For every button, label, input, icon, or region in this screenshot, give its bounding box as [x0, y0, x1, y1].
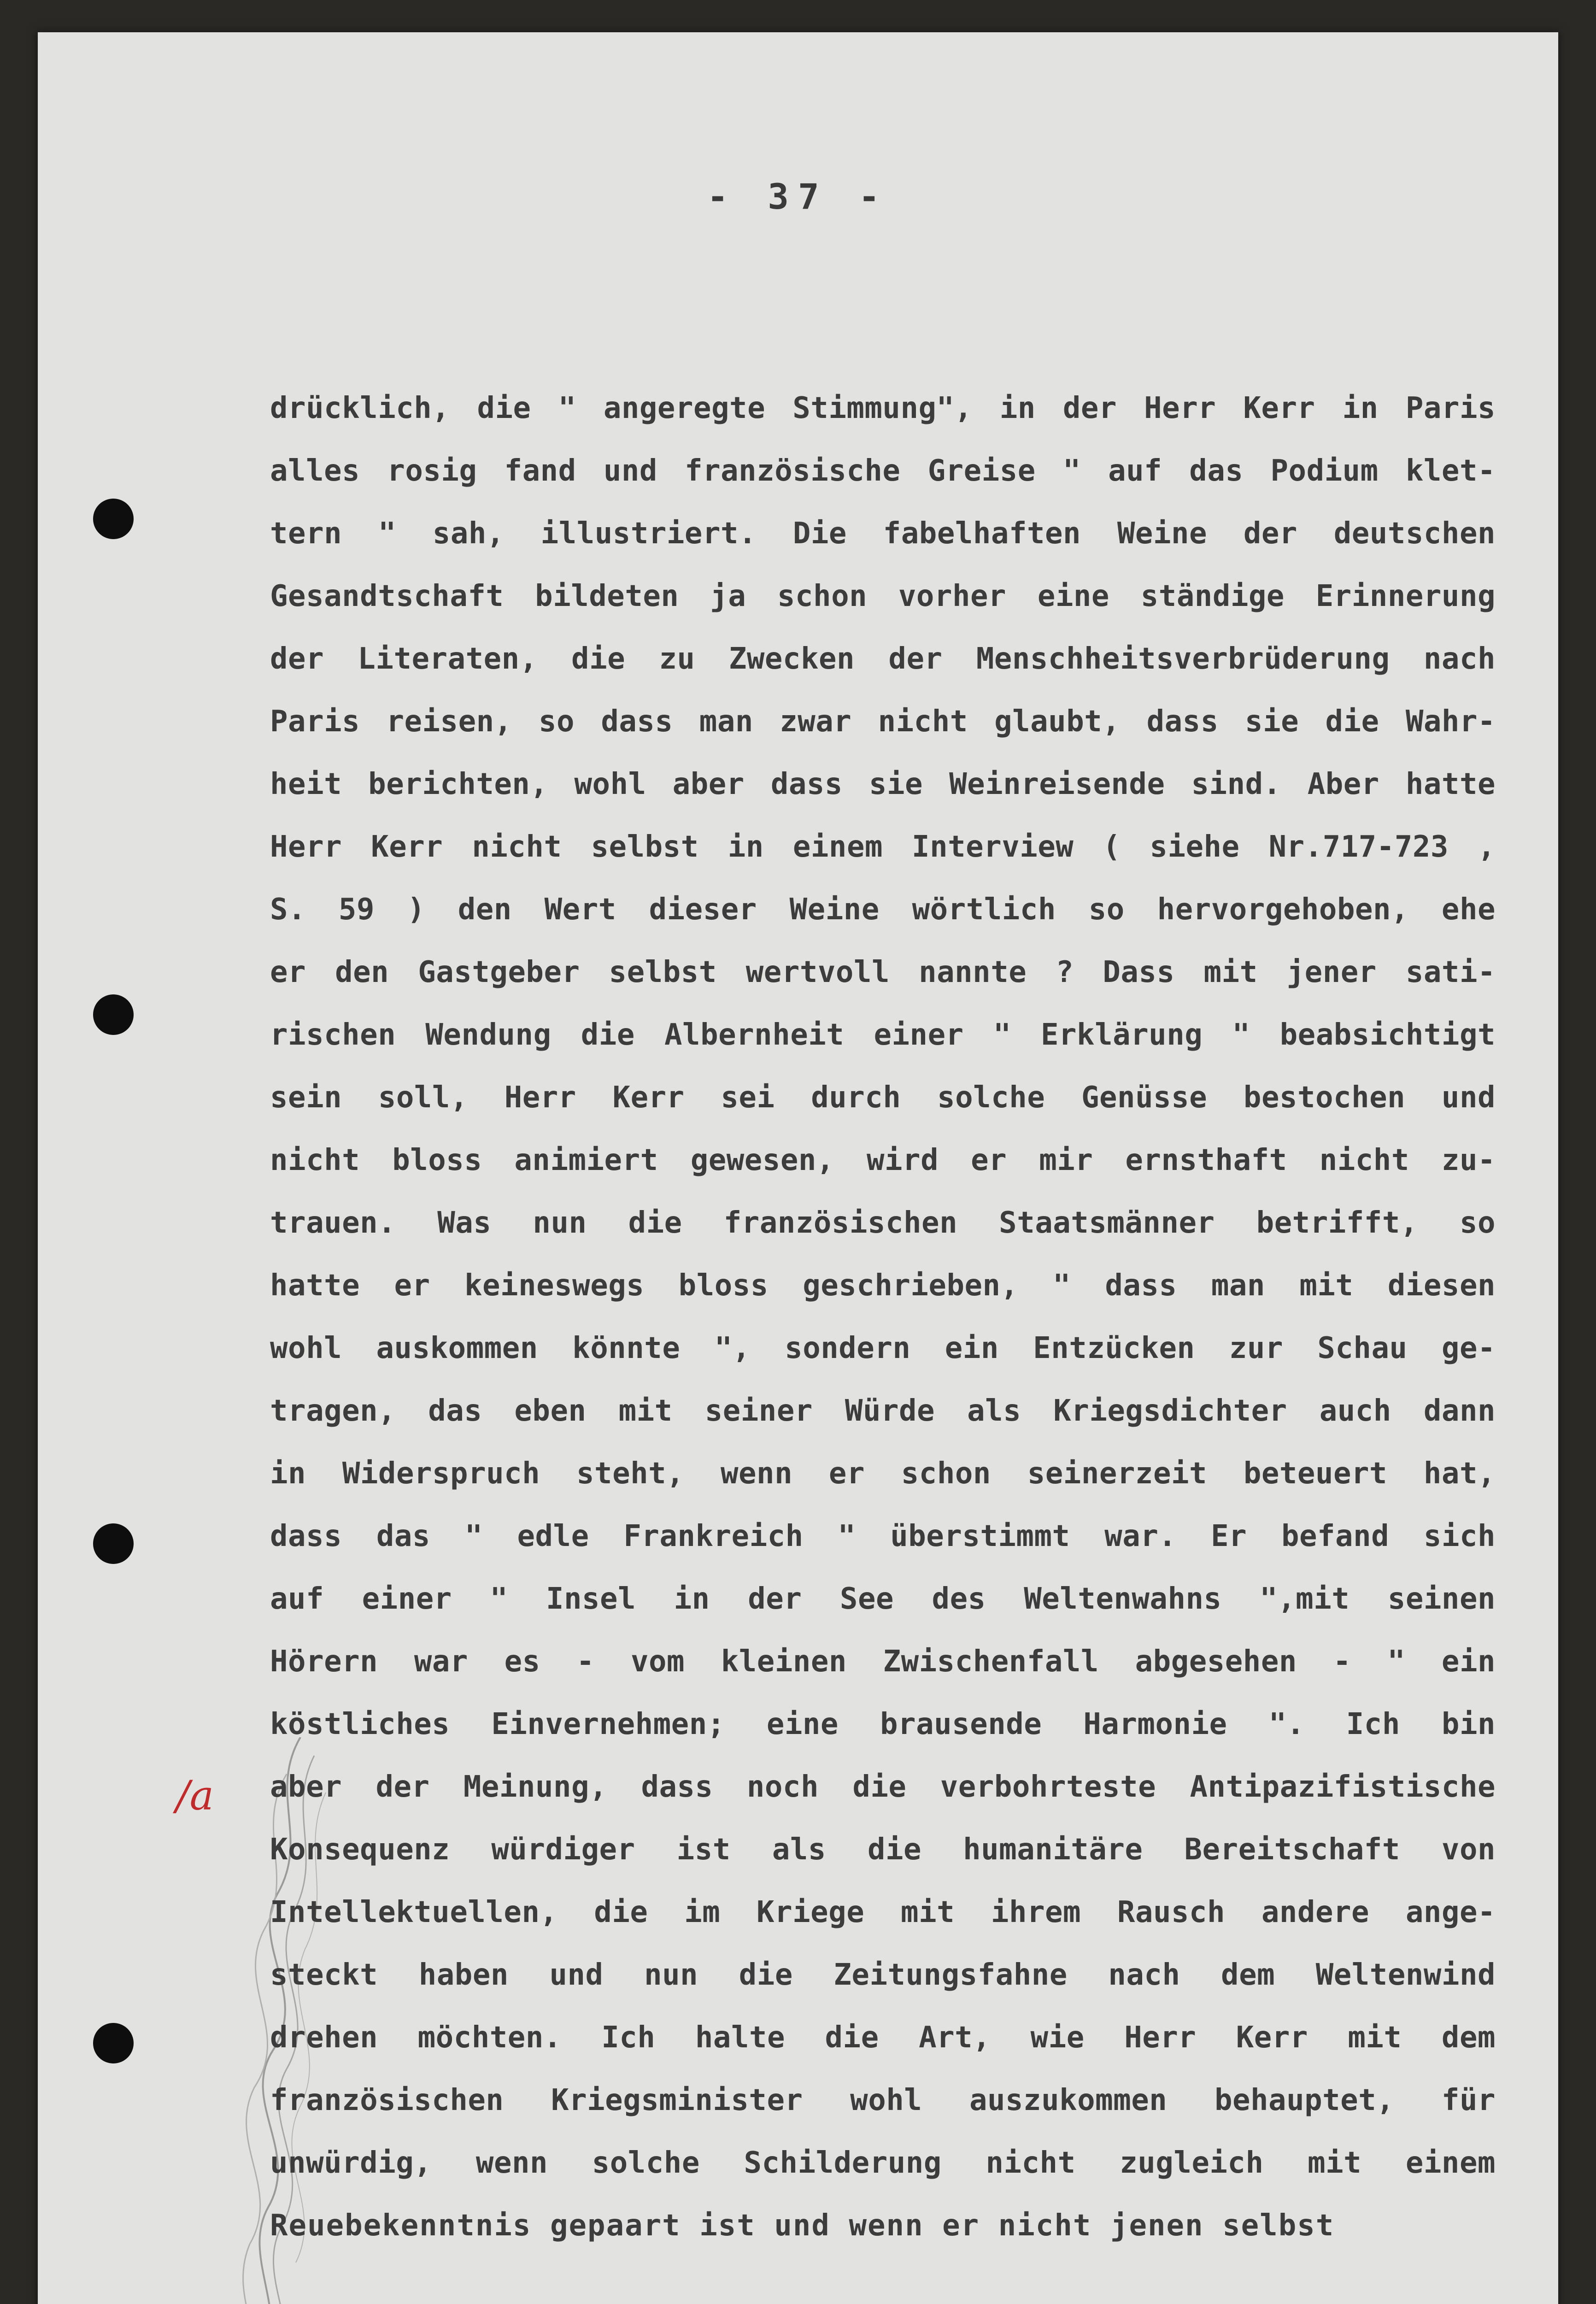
text-line: unwürdig, wenn solche Schilderung nicht zugleich mit einem [270, 2146, 1496, 2180]
text-line: französischen Kriegsminister wohl auszukommen behauptet, für [270, 2083, 1496, 2117]
text-line: steckt haben und nun die Zeitungsfahne nach dem Weltenwind [270, 1958, 1496, 1992]
text-line: in Widerspruch steht, wenn er schon seinerzeit beteuert hat, [270, 1457, 1496, 1491]
text-line: köstliches Einvernehmen; eine brausende Harmonie ". Ich bin [270, 1707, 1496, 1741]
text-line: hatte er keineswegs bloss geschrieben, " dass man mit diesen [270, 1269, 1496, 1303]
text-line: rischen Wendung die Albernheit einer " Erklärung " beabsichtigt [270, 1018, 1496, 1052]
punch-hole-2 [93, 994, 134, 1035]
red-margin-annotation: /a [176, 1772, 214, 1819]
document-page [38, 32, 1558, 2304]
text-line: Herr Kerr nicht selbst in einem Interview ( siehe Nr.717-723 , [270, 830, 1496, 864]
punch-hole-3 [93, 1523, 134, 1564]
text-line: S. 59 ) den Wert dieser Weine wörtlich so hervorgehoben, ehe [270, 893, 1496, 927]
text-line: alles rosig fand und französische Greise " auf das Podium klet- [270, 454, 1496, 488]
text-line: Konsequenz würdiger ist als die humanitäre Bereitschaft von [270, 1833, 1496, 1867]
text-line: heit berichten, wohl aber dass sie Weinreisende sind. Aber hatte [270, 767, 1496, 801]
text-line: er den Gastgeber selbst wertvoll nannte ? Dass mit jener sati- [270, 955, 1496, 989]
text-line: drücklich, die " angeregte Stimmung", in der Herr Kerr in Paris [270, 391, 1496, 425]
punch-hole-1 [93, 499, 134, 539]
text-line: sein soll, Herr Kerr sei durch solche Genüsse bestochen und [270, 1081, 1496, 1115]
text-line: der Literaten, die zu Zwecken der Menschheitsverbrüderung nach [270, 642, 1496, 676]
body-text [270, 377, 1496, 2257]
text-line: trauen. Was nun die französischen Staatsmänner betrifft, so [270, 1206, 1496, 1240]
text-line: tern " sah, illustriert. Die fabelhaften Weine der deutschen [270, 517, 1496, 551]
text-line: wohl auskommen könnte ", sondern ein Entzücken zur Schau ge- [270, 1331, 1496, 1365]
text-line: nicht bloss animiert gewesen, wird er mir ernsthaft nicht zu- [270, 1143, 1496, 1177]
text-line: drehen möchten. Ich halte die Art, wie Herr Kerr mit dem [270, 2021, 1496, 2055]
text-line: aber der Meinung, dass noch die verbohrteste Antipazifistische [270, 1770, 1496, 1804]
text-line: Reuebekenntnis gepaart ist und wenn er nicht jenen selbst [270, 2209, 1335, 2243]
text-line: tragen, das eben mit seiner Würde als Kriegsdichter auch dann [270, 1394, 1496, 1428]
page-number: - 37 - [707, 176, 889, 217]
text-line: Hörern war es - vom kleinen Zwischenfall abgesehen - " ein [270, 1645, 1496, 1679]
text-line: Paris reisen, so dass man zwar nicht glaubt, dass sie die Wahr- [270, 705, 1496, 739]
text-line: auf einer " Insel in der See des Weltenwahns ",mit seinen [270, 1582, 1496, 1616]
text-line: dass das " edle Frankreich " überstimmt war. Er befand sich [270, 1519, 1496, 1553]
text-line: Gesandtschaft bildeten ja schon vorher eine ständige Erinnerung [270, 579, 1496, 613]
text-line: Intellektuellen, die im Kriege mit ihrem Rausch andere ange- [270, 1895, 1496, 1929]
